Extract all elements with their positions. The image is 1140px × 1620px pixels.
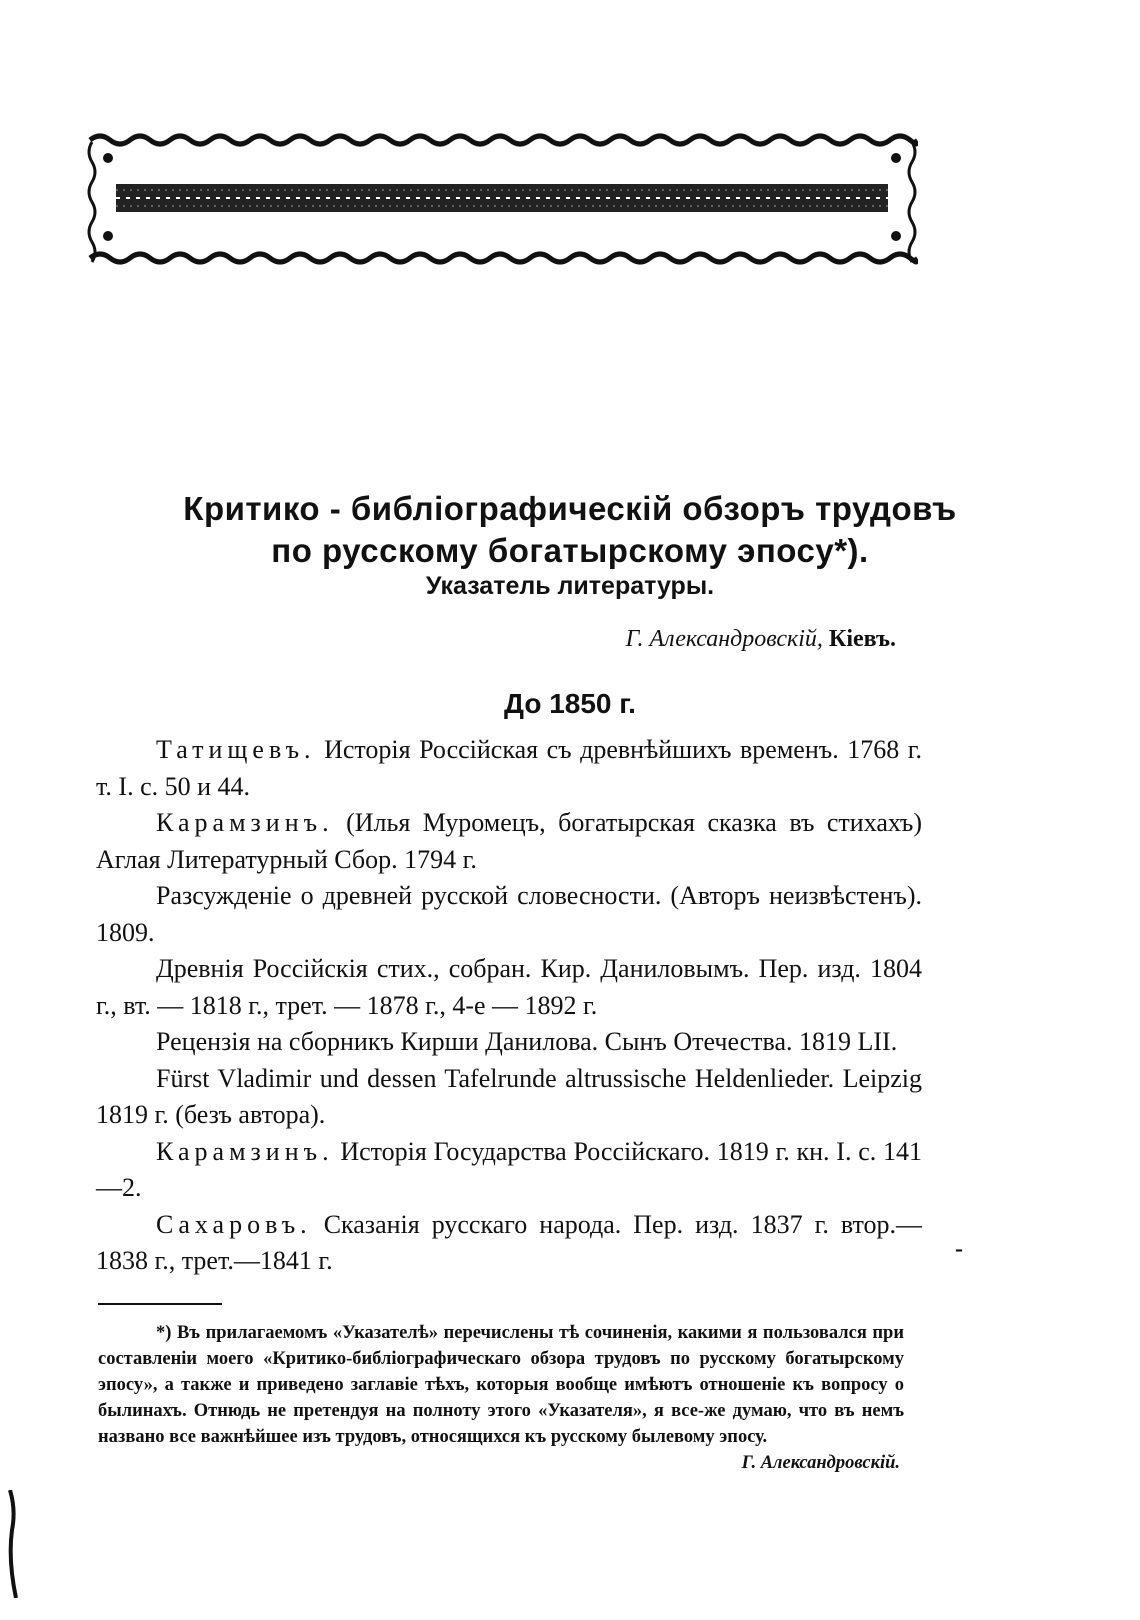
ornament-bottom-border bbox=[90, 254, 916, 262]
section-heading: До 1850 г. bbox=[504, 688, 636, 719]
entry-text: Fürst Vladimir und dessen Tafelrunde altrussische Heldenlieder. Leipzig 1819 г. (безъ автора). bbox=[96, 1063, 922, 1129]
title-line-1: Критико - библіографическій обзоръ трудовъ bbox=[183, 490, 957, 527]
author-city: Кіевъ. bbox=[828, 626, 896, 652]
footnote bbox=[98, 1320, 904, 1476]
bibliography-entry bbox=[96, 878, 922, 951]
bibliography-entry bbox=[96, 951, 922, 1024]
entry-author: Татищевъ. bbox=[156, 735, 316, 764]
entry-author: Карамзинъ. bbox=[156, 808, 334, 837]
ornament-left-border bbox=[89, 142, 95, 262]
footnote-text: *) Въ прилагаемомъ «Указателѣ» перечислены тѣ сочиненія, какими я пользовался при составленіи моего «Критико-библіографическаго обзора трудовъ по русскому богатырскому эпосу», а также и приведено заглавіе тѣхъ, которыя вообще имѣютъ отношеніе къ вопросу о былинахъ. Отнюдь не претендуя на полноту этого «Указателя», я все-же думаю, что въ немъ названо все важнѣйшее изъ трудовъ, относящихся къ русскому былевому эпосу. bbox=[98, 1323, 904, 1447]
bibliography-entry bbox=[96, 805, 922, 878]
bibliography-list bbox=[96, 732, 922, 1280]
decorative-header-ornament bbox=[86, 128, 918, 270]
author-byline bbox=[626, 626, 896, 653]
ornament-right-border bbox=[909, 142, 915, 262]
bibliography-entry bbox=[96, 1134, 922, 1207]
entry-text: Сказанія русскаго народа. Пер. изд. 1837 г. втор.— 1838 г., трет.—1841 г. bbox=[96, 1209, 922, 1275]
bibliography-entry bbox=[96, 1061, 922, 1134]
article-title bbox=[60, 488, 1080, 572]
footnote-signature: Г. Александровскій. bbox=[741, 1453, 900, 1473]
article-subtitle: Указатель литературы. bbox=[425, 572, 715, 600]
bibliography-entry bbox=[96, 732, 922, 805]
scan-edge-artifact bbox=[6, 1490, 22, 1598]
author-name: Г. Александровскій, bbox=[625, 626, 823, 652]
title-line-2: по русскому богатырскому эпосу*). bbox=[271, 532, 869, 569]
bibliography-entry bbox=[96, 1207, 922, 1280]
entry-text: Исторія Государства Россійскаго. 1819 г. кн. I. с. 141—2. bbox=[96, 1136, 923, 1202]
ornament-top-border bbox=[90, 136, 916, 144]
entry-author: Карамзинъ. bbox=[156, 1136, 334, 1166]
entry-text: (Илья Муромецъ, богатырская сказка въ стихахъ) Аглая Литературный Сбор. 1794 г. bbox=[96, 808, 923, 874]
bibliography-entry bbox=[96, 1024, 922, 1061]
entry-text: Древнія Россійскія стих., собран. Кир. Даниловымъ. Пер. изд. 1804 г., вт. — 1818 г., трет. — 1878 г., 4-е — 1892 г. bbox=[96, 954, 922, 1020]
margin-mark: - bbox=[955, 1236, 963, 1262]
entry-author: Сахаровъ. bbox=[156, 1209, 312, 1239]
footnote-divider bbox=[98, 1303, 222, 1305]
entry-text: Рецензія на сборникъ Кирши Данилова. Сынъ Отечества. 1819 LII. bbox=[156, 1027, 898, 1056]
entry-text: Разсужденіе о древней русской словесности. (Авторъ неизвѣстенъ). 1809. bbox=[96, 881, 922, 947]
entry-text: Исторія Россійская съ древнѣйшихъ временъ. 1768 г. т. I. с. 50 и 44. bbox=[96, 735, 922, 801]
ornament-floral-band bbox=[116, 184, 888, 212]
